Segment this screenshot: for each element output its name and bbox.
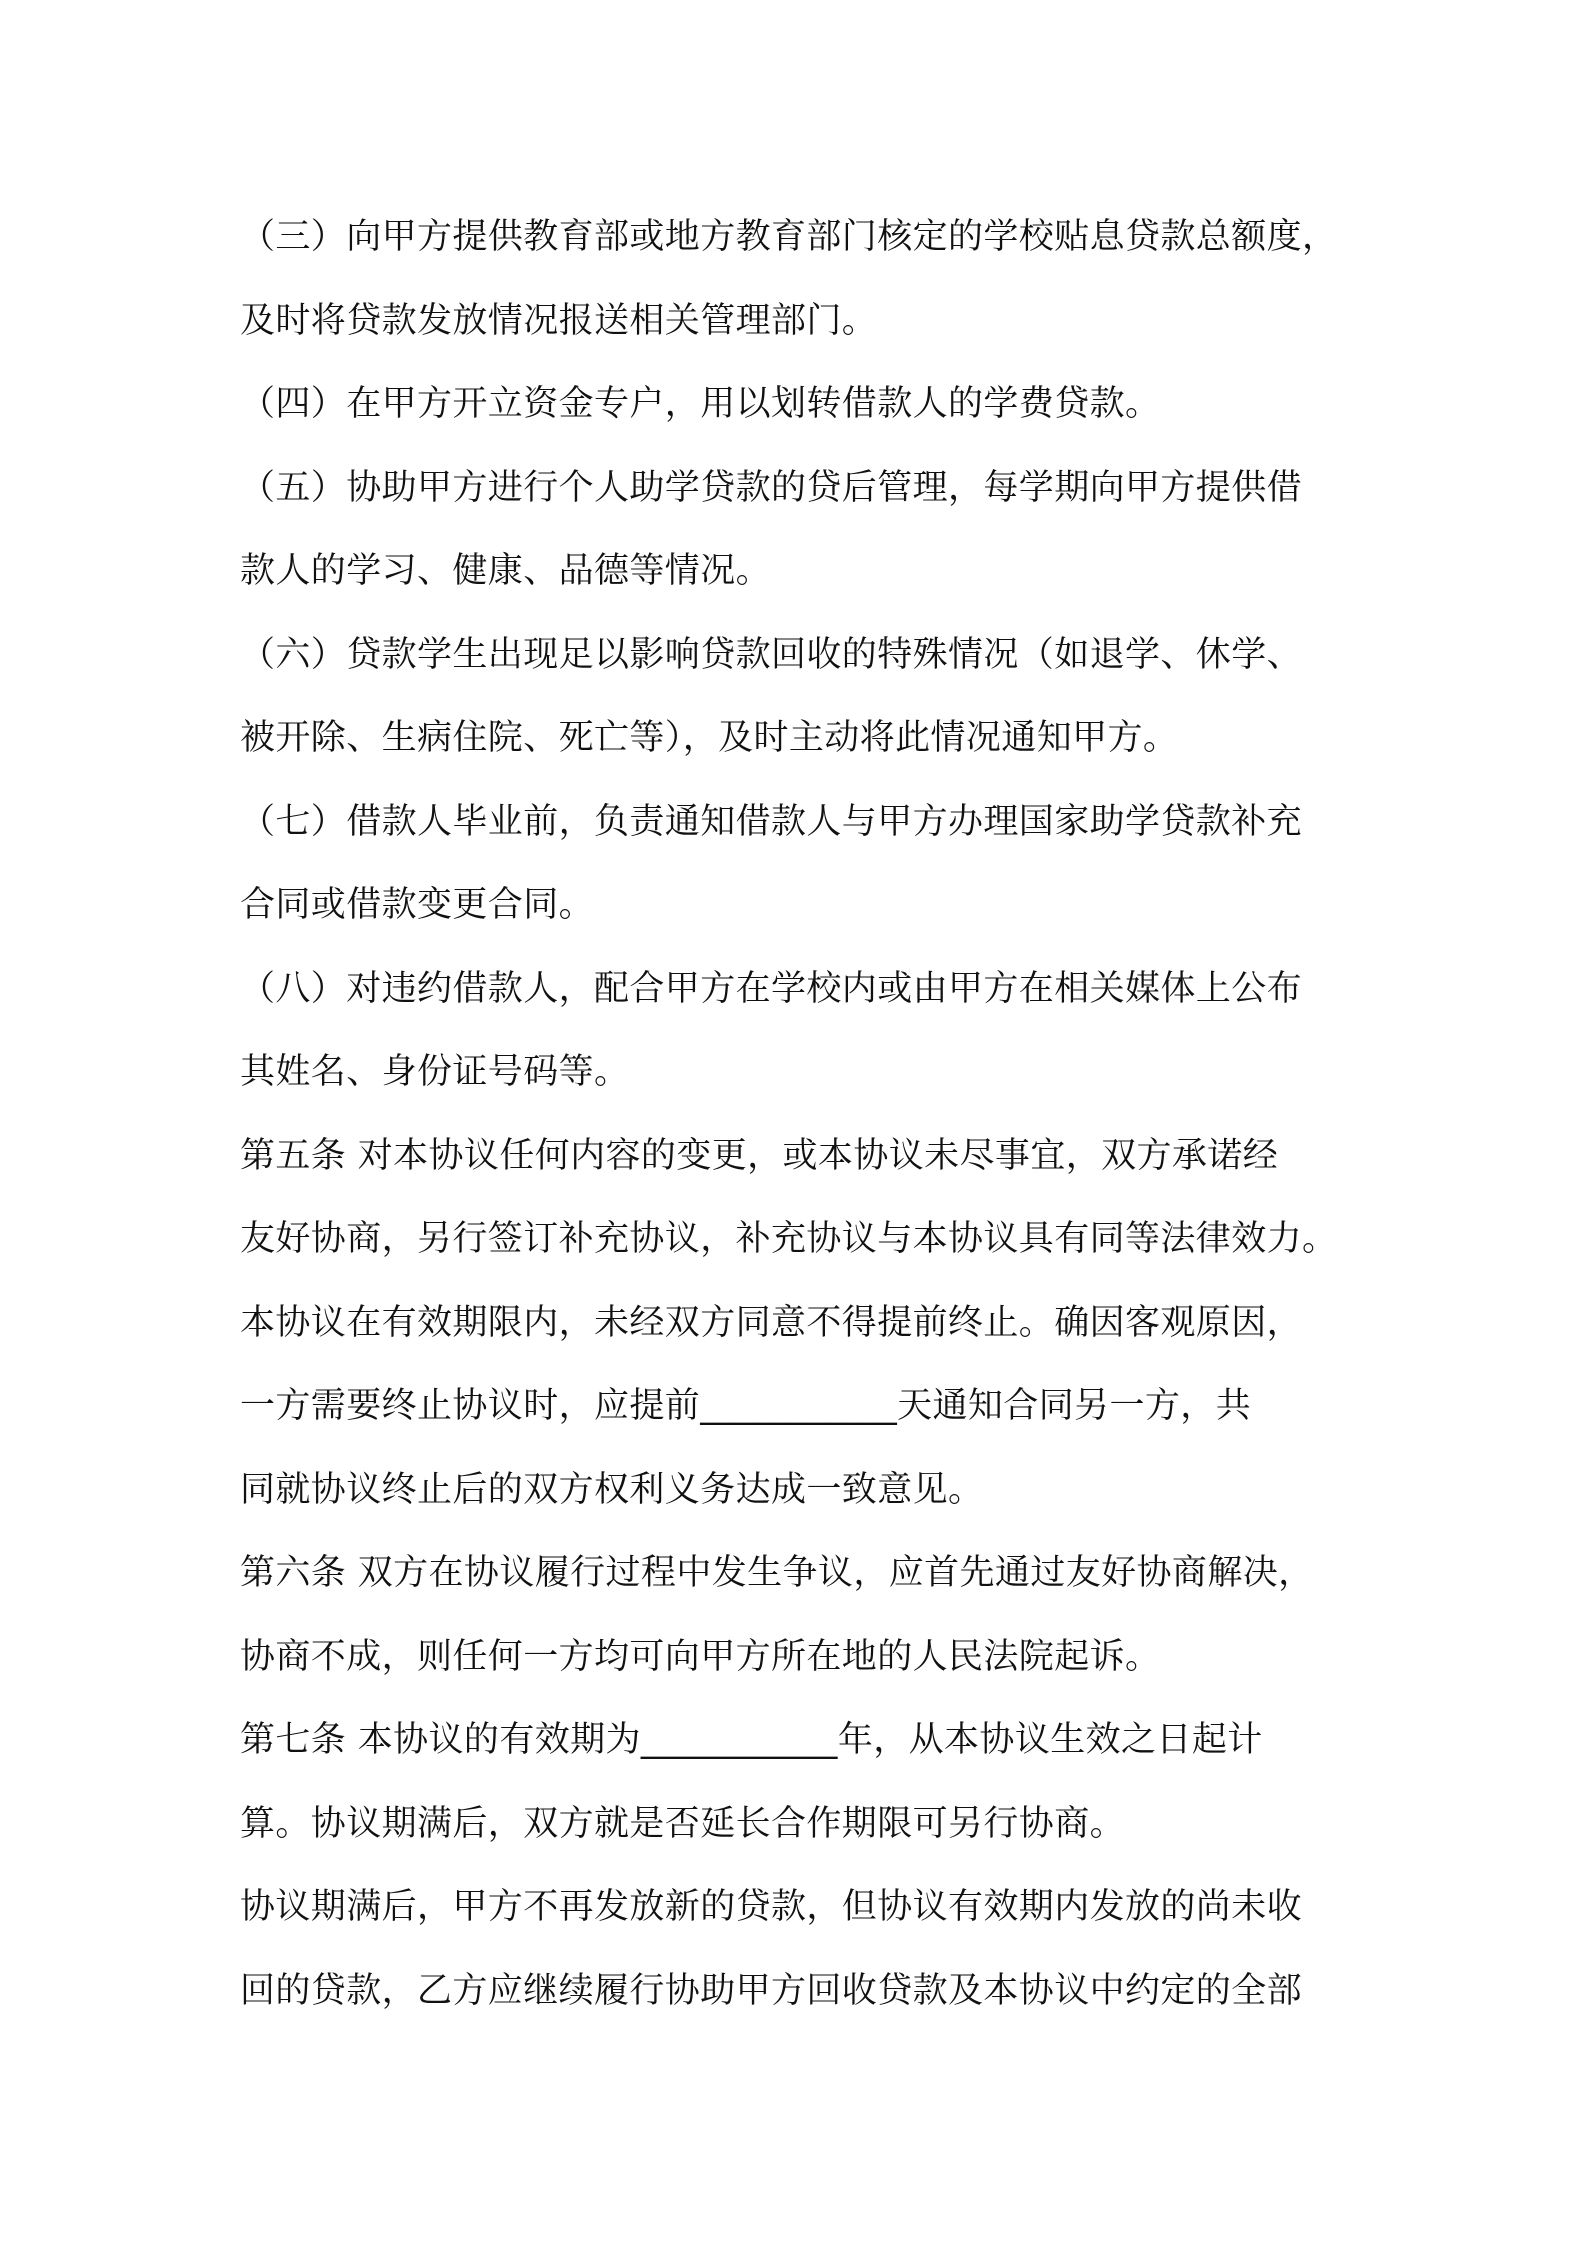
text-line: 及时将贷款发放情况报送相关管理部门。 (240, 300, 878, 341)
text-line: 款人的学习、健康、品德等情况。 (240, 551, 772, 591)
text-line: 同就协议终止后的双方权利义务达成一致意见。 (240, 1469, 984, 1510)
text-line: 第七条 本协议的有效期为___________年，从本协议生效之日起计 (240, 1720, 1263, 1760)
text-line: 算。协议期满后，双方就是否延长合作期限可另行协商。 (240, 1803, 1126, 1844)
text-line: （三）向甲方提供教育部或地方教育部门核定的学校贴息贷款总额度， (240, 217, 1338, 257)
text-line: 回的贷款，乙方应继续履行协助甲方回收贷款及本协议中约定的全部 (240, 1970, 1303, 2011)
text-line: （八）对违约借款人，配合甲方在学校内或由甲方在相关媒体上公布 (240, 968, 1303, 1009)
text-line: （四）在甲方开立资金专户，用以划转借款人的学费贷款。 (240, 384, 1161, 424)
text-line: 协商不成，则任何一方均可向甲方所在地的人民法院起诉。 (240, 1636, 1161, 1677)
document-body (240, 196, 1370, 2033)
text-line: （七）借款人毕业前，负责通知借款人与甲方办理国家助学贷款补充 (240, 801, 1303, 842)
text-line: 协议期满后，甲方不再发放新的贷款，但协议有效期内发放的尚未收 (240, 1887, 1303, 1927)
text-line: （五）协助甲方进行个人助学贷款的贷后管理，每学期向甲方提供借 (240, 467, 1303, 508)
text-line: 第五条 对本协议任何内容的变更，或本协议未尽事宜，双方承诺经 (240, 1135, 1279, 1176)
text-line: 友好协商，另行签订补充协议，补充协议与本协议具有同等法律效力。 (240, 1219, 1338, 1259)
text-line: 其姓名、身份证号码等。 (240, 1052, 630, 1092)
text-line: 合同或借款变更合同。 (240, 885, 595, 925)
text-line: 被开除、生病住院、死亡等），及时主动将此情况通知甲方。 (240, 718, 1179, 758)
text-line: 一方需要终止协议时，应提前___________天通知合同另一方，共 (240, 1386, 1252, 1426)
text-line: 本协议在有效期限内，未经双方同意不得提前终止。确因客观原因， (240, 1302, 1303, 1343)
text-line: 第六条 双方在协议履行过程中发生争议，应首先通过友好协商解决， (240, 1553, 1314, 1593)
text-line: （六）贷款学生出现足以影响贷款回收的特殊情况（如退学、休学、 (240, 634, 1303, 675)
